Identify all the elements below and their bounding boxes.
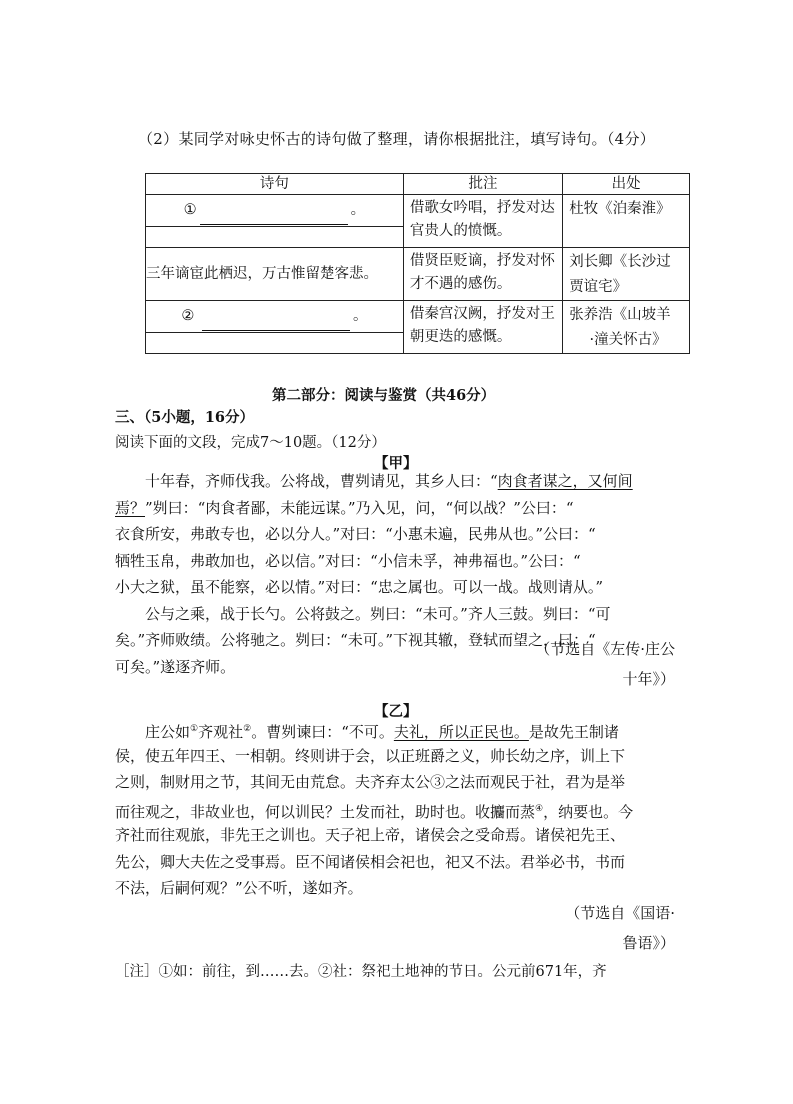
passage-line: 公与之乘，战于长勺。公将鼓之。刿曰：“未可。”齐人三鼓。刿曰：“可 <box>145 604 611 623</box>
source-cell <box>563 248 690 301</box>
text: ”刿曰：“肉食者鄙，未能远谋。”乃入见，问，“何以战？”公曰：“ <box>145 498 574 517</box>
passage-b <box>115 716 675 902</box>
passage-line <box>115 495 675 522</box>
passage-line <box>115 796 675 823</box>
source-line-1: （节选自《左传·庄公 <box>535 640 675 658</box>
blank-marker-2: ② <box>181 308 195 324</box>
text: 庄公如 <box>145 723 191 741</box>
blank-marker-1: ① <box>183 202 197 218</box>
passage-line: 小大之狱，虽不能察，必以情。”对曰：“忠之属也。可以一战。战则请从。” <box>115 578 604 596</box>
source-line-2: ·潼关怀古》 <box>589 332 667 348</box>
source-cell <box>563 301 690 354</box>
reading-instructions: 阅读下面的文段，完成7～10题。（12分） <box>115 435 386 451</box>
passage-line <box>115 468 675 495</box>
header-source: 出处 <box>563 174 690 195</box>
underlined-sentence: 肉食者谋之，又何间 <box>497 472 633 490</box>
empty-cell <box>146 333 404 354</box>
section-3-title: 三、（5小题，16分） <box>115 409 255 426</box>
poem-cell: 三年谪宦此栖迟，万古惟留楚客悲。 <box>146 248 404 301</box>
passage-line: 不法，后嗣何观？”公不听，遂如齐。 <box>115 879 363 897</box>
note-cell: 借贤臣贬谪，抒发对怀才不遇的感伤。 <box>403 248 562 301</box>
underlined-sentence: 夫礼，所以正民也。 <box>393 723 529 741</box>
passage-b-source <box>565 898 675 958</box>
answer-blank-2[interactable] <box>202 316 350 331</box>
text: 。曹刿谏曰：“不可。 <box>251 723 394 741</box>
passage-line: 齐社而往观旅，非先王之训也。天子祀上帝，诸侯会之受命焉。诸侯祀先王、 <box>115 826 626 844</box>
empty-cell <box>146 227 404 248</box>
table-row <box>146 195 690 227</box>
blank-cell-1[interactable] <box>146 195 404 227</box>
passage-line: 衣食所安，弗敢专也，必以分人。”对曰：“小惠未遍，民弗从也。”公曰：“ <box>115 525 596 543</box>
source-line-2: 贾谊宅》 <box>569 279 628 295</box>
passage-line: 可矣。”遂逐齐师。 <box>115 657 236 676</box>
header-note: 批注 <box>403 174 562 195</box>
poem-table <box>145 173 690 354</box>
footnote-marker: ② <box>243 724 252 734</box>
passage-line: 之则，制财用之节，其间无由荒怠。夫齐弃太公③之法而观民于社，君为是举 <box>115 773 626 791</box>
text: 齐观社 <box>198 723 244 741</box>
footnote-marker: ① <box>190 724 199 734</box>
section-2-title: 第二部分：阅读与鉴赏（共46分） <box>272 387 496 404</box>
source-line-1: 刘长卿《长沙过 <box>569 254 671 270</box>
table-row <box>146 301 690 333</box>
source-cell <box>563 195 690 248</box>
answer-blank-1[interactable] <box>200 210 348 225</box>
note-cell: 借歌女吟唱，抒发对达官贵人的愤慨。 <box>403 195 562 248</box>
header-poem: 诗句 <box>146 174 404 195</box>
text: ，纳要也。今 <box>543 802 634 821</box>
text: 而往观之，非故业也，何以训民？土发而社，助时也。收攟而蒸 <box>115 802 536 821</box>
source-line-2: 鲁语》） <box>622 934 675 952</box>
question-2-prompt: （2）某同学对咏史怀古的诗句做了整理，请你根据批注，填写诗句。（4分） <box>138 130 656 148</box>
source-line-1: （节选自《国语· <box>565 904 675 922</box>
passage-a-source <box>535 634 675 694</box>
source-text: 杜牧《泊秦淮》 <box>569 201 671 217</box>
table-header-row <box>146 174 690 195</box>
source-line-2: 十年》） <box>622 670 675 688</box>
passage-a-mark: 【甲】 <box>374 455 418 472</box>
passage-line: 矣。”齐师败绩。公将驰之。刿曰：“未可。”下视其辙，登轼而望之，曰：“ <box>115 631 596 649</box>
underlined-sentence: 焉？ <box>115 498 146 517</box>
table-row <box>146 248 690 301</box>
footnote: ［注］①如：前往，到……去。②社：祭祀土地神的节日。公元前671年，齐 <box>115 964 607 980</box>
passage-line: 先公，卿大夫佐之受事焉。臣不闻诸侯相会祀也，祀又不法。君举必书，书而 <box>115 852 626 871</box>
source-line-1: 张养浩《山坡羊 <box>569 307 671 323</box>
blank-cell-2[interactable] <box>146 301 404 333</box>
blank-tail-2: 。 <box>352 308 368 324</box>
text: 十年春，齐师伐我。公将战，曹刿请见，其乡人曰：“ <box>145 472 498 490</box>
text: 是故先王制诸 <box>528 723 619 741</box>
note-cell: 借秦宫汉阙，抒发对王朝更迭的感慨。 <box>403 301 562 354</box>
footnote-marker: ④ <box>535 803 544 814</box>
passage-line <box>115 716 675 743</box>
passage-b-mark: 【乙】 <box>374 703 418 720</box>
passage-line: 牺牲玉帛，弗敢加也，必以信。”对曰：“小信未孚，神弗福也。”公曰：“ <box>115 551 581 570</box>
blank-tail-1: 。 <box>350 202 366 218</box>
passage-line: 侯，使五年四王、一相朝。终则讲于会，以正班爵之义，帅长幼之序，训上下 <box>115 746 626 765</box>
